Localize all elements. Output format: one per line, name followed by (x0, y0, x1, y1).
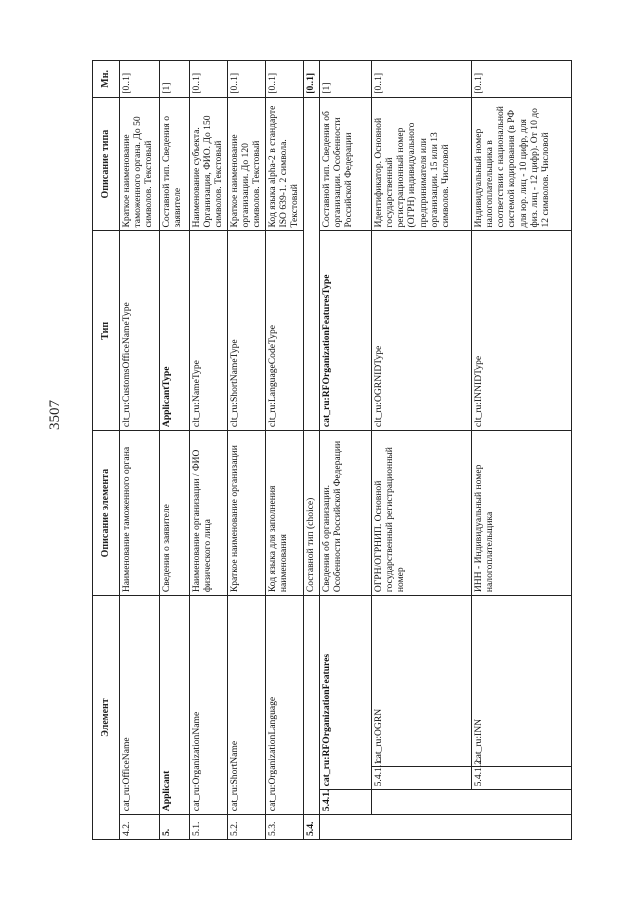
row-multiplicity: [0..1] (304, 61, 320, 98)
table-row (120, 61, 160, 840)
row-indent (472, 790, 572, 815)
row-number: 5.4.1. (320, 790, 372, 815)
row-multiplicity: [0..1] (372, 61, 472, 98)
header-multiplicity: Мн. (93, 61, 120, 98)
table-row (320, 61, 372, 840)
row-multiplicity: [0..1] (228, 61, 266, 98)
table-row (266, 61, 304, 840)
row-multiplicity: [0..1] (190, 61, 228, 98)
header-element: Элемент (93, 596, 120, 840)
table-row (160, 61, 190, 840)
header-type: Тип (93, 231, 120, 431)
row-description: Составной тип (choice) (304, 431, 320, 596)
row-type-description: Индивидуальный номер налогоплательщика в соответствии с национальной системой кодирования (в РФ для юр. лиц - 10 цифр, для физ. лиц - 12 цифр). От 10 до 12 символов. Числовой (472, 97, 572, 231)
table-row (304, 61, 320, 840)
table-row (372, 61, 472, 840)
table-row (190, 61, 228, 840)
row-description: ИНН - Индивидуальный номер налогоплательщика (472, 431, 572, 596)
row-type-description-empty (304, 97, 320, 231)
row-type-description: Составной тип. Сведения о заявителе (160, 97, 190, 231)
row-type: clt_ru:LanguageCodeType (266, 231, 304, 431)
row-type: clt_ru:NameType (190, 231, 228, 431)
row-type: clt_ru:CustomsOfficeNameType (120, 231, 160, 431)
table-header-row (93, 61, 120, 840)
row-type: clt_ru:OGRNIDType (372, 231, 472, 431)
row-type-empty (304, 231, 320, 431)
row-number: 5.1. (190, 815, 228, 840)
row-number: 5. (160, 815, 190, 840)
row-type: clt_ru:INNIDType (472, 231, 572, 431)
row-multiplicity: [0..1] (266, 61, 304, 98)
row-description: Наименование таможенного органа (120, 431, 160, 596)
row-number: 5.3. (266, 815, 304, 840)
row-type: ApplicantType (160, 231, 190, 431)
row-type-description: Идентификатор. Основной государственный регистрационный номер (ОГРН) индивидуального предпринимателя или организации. 15 или 13 символов. Числовой (372, 97, 472, 231)
row-element: cat_ru:ShortName (228, 596, 266, 815)
schema-table (92, 60, 572, 840)
row-type-description: Краткое наименование организации. До 120 символов. Текстовый (228, 97, 266, 231)
row-element: cat_ru:OGRN (372, 596, 472, 766)
row-type-description: Наименование субъекта. Организация, ФИО. До 150 символов. Текстовый (190, 97, 228, 231)
row-element: Applicant (160, 596, 190, 815)
row-type: cat_ru:RFOrganizationFeaturesType (320, 231, 372, 431)
row-number: 5.4.1.1. (372, 766, 472, 790)
row-indent (320, 815, 372, 840)
row-description: ОГРН/ОГРНИП. Основной государственный регистрационный номер (372, 431, 472, 596)
row-type: clt_ru:ShortNameType (228, 231, 266, 431)
row-element: cat_ru:OfficeName (120, 596, 160, 815)
page-number: 3507 (47, 400, 63, 430)
row-type-description: Код языка alpha-2 в стандарте ISO 639-1. 2 символа. Текстовый (266, 97, 304, 231)
row-description: Код языка для заполнения наименования (266, 431, 304, 596)
row-number: 4.2. (120, 815, 160, 840)
header-type-description: Описание типа (93, 97, 120, 231)
row-element: cat_ru:OrganizationLanguage (266, 596, 304, 815)
rotated-table-wrapper (92, 60, 551, 840)
row-indent (372, 815, 472, 840)
row-type-description: Краткое наименование таможенного органа. До 50 символов. Текстовый (120, 97, 160, 231)
row-element-empty (304, 596, 320, 815)
row-element: cat_ru:RFOrganizationFeatures (320, 596, 372, 790)
row-element: cat_ru:INN (472, 596, 572, 766)
row-number: 5.4. (304, 815, 320, 840)
row-multiplicity: [0..1] (120, 61, 160, 98)
row-multiplicity: [1] (160, 61, 190, 98)
table-row (472, 61, 572, 840)
table-row (228, 61, 266, 840)
row-multiplicity: [1] (320, 61, 372, 98)
row-multiplicity: [0..1] (472, 61, 572, 98)
row-indent (472, 815, 572, 840)
row-description: Наименование организации / ФИО физического лица (190, 431, 228, 596)
row-description: Сведения о заявителе (160, 431, 190, 596)
row-element: cat_ru:OrganizationName (190, 596, 228, 815)
row-number: 5.4.1.2. (472, 766, 572, 790)
row-number: 5.2. (228, 815, 266, 840)
row-description: Краткое наименование организации (228, 431, 266, 596)
row-type-description: Составной тип. Сведения об организации. Особенности Российской Федерации (320, 97, 372, 231)
row-description: Сведения об организации. Особенности Российской Федерации (320, 431, 372, 596)
row-indent (372, 790, 472, 815)
header-description: Описание элемента (93, 431, 120, 596)
